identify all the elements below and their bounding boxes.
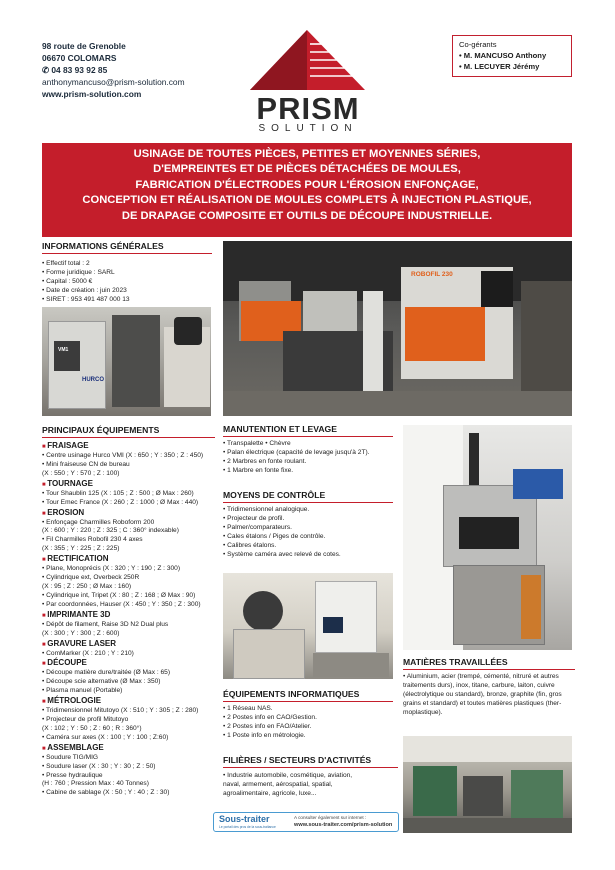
divider <box>223 701 393 702</box>
it-item: • 2 Postes info en FAO/Atelier. <box>223 722 312 730</box>
equipment-item: (X : 95 ; Z : 250 ; Ø Max : 160) <box>42 582 132 590</box>
equipment-item: (X : 355 ; Y : 225 ; Z : 225) <box>42 545 120 553</box>
handling-title: MANUTENTION ET LEVAGE <box>223 424 337 434</box>
equipment-item: • Dépôt de filament, Raise 3D N2 Dual plus <box>42 620 169 628</box>
materials-item: • Aluminium, acier (trempé, cémenté, nitruré et autres <box>403 673 559 680</box>
equipment-item: • Enfonçage Charmilles Roboform 200 <box>42 518 155 526</box>
workshop-photo <box>403 736 572 833</box>
equipment-item: (H : 760 ; Pression Max : 40 Tonnes) <box>42 780 149 788</box>
equipment-group-laser: ■ GRAVURE LASER <box>42 639 215 650</box>
cogerant-1: • M. MANCUSO Anthony <box>459 51 547 60</box>
it-item: • 1 Poste info en métrologie. <box>223 731 306 739</box>
robofil-label: ROBOFIL 230 <box>411 271 453 278</box>
it-item: • 1 Réseau NAS. <box>223 705 273 712</box>
cogerant-2: • M. LECUYER Jérémy <box>459 62 540 71</box>
divider <box>223 436 393 437</box>
website-link[interactable]: www.prism-solution.com <box>42 89 142 99</box>
handling-item: • Palan électrique (capacité de levage jusqu'à 2T). <box>223 448 370 456</box>
sector-item: • Industrie automobile, cosmétique, aviation, <box>223 772 353 779</box>
sous-traiter-logo-text: Sous-traiter <box>219 814 270 824</box>
divider <box>42 437 215 438</box>
info-item: • SIRET : 953 491 487 000 13 <box>42 295 130 303</box>
banner-line-5: DE DRAPAGE COMPOSITE ET OUTILS DE DÉCOUPE INDUSTRIELLE. <box>121 209 493 222</box>
banner-line-2: D'EMPREINTES ET DE PIÈCES DÉTACHÉES DE MOULES, <box>153 163 461 176</box>
banner-line-1: USINAGE DE TOUTES PIÈCES, PETITES ET MOYENNES SÉRIES, <box>133 148 481 160</box>
equipment-group-fraisage: ■ FRAISAGE <box>42 441 215 452</box>
equipment-item: • Plane, Monoprécis (X : 320 ; Y : 190 ; Z : 300) <box>42 565 181 573</box>
info-item: • Effectif total : 2 <box>42 260 90 267</box>
info-item: • Date de création : juin 2023 <box>42 286 127 294</box>
equipment-group-tournage: ■ TOURNAGE <box>42 479 215 490</box>
hurco-brand-label: HURCO <box>82 377 104 383</box>
equipment-item: • Presse hydraulique <box>42 771 103 779</box>
phone-icon: ✆ <box>42 65 52 75</box>
equipment-item: • Découpe matière dure/traitée (Ø Max : 65) <box>42 669 171 677</box>
sector-item: naval, armement, aérospatial, spatial, <box>223 780 333 788</box>
equipment-item: • Découpe scie alternative (Ø Max : 350) <box>42 678 161 686</box>
equipment-item: (X : 102 ; Y : 50 ; Z : 60 ; R : 360°) <box>42 724 142 732</box>
contact-block <box>42 40 185 100</box>
equipment-section <box>42 425 215 798</box>
materials-title: MATIÈRES TRAVAILLÉES <box>403 657 508 667</box>
equipment-item: • Soudure TIG/MIG <box>42 753 99 761</box>
it-title: ÉQUIPEMENTS INFORMATIQUES <box>223 689 360 699</box>
handling-item: • Transpalette • Chèvre <box>223 440 291 447</box>
info-item: • Forme juridique : SARL <box>42 268 115 276</box>
equipment-group-assemblage: ■ ASSEMBLAGE <box>42 743 215 754</box>
phone: ✆ 04 83 93 92 85 <box>42 65 108 75</box>
email-link[interactable]: anthonymancuso@prism-solution.com <box>42 77 185 87</box>
divider <box>223 502 393 503</box>
materials-section <box>403 657 575 718</box>
sectors-section <box>223 755 398 799</box>
cogerants-title: Co-gérants <box>459 40 497 49</box>
footer-url[interactable]: www.sous-traiter.com/prism-solution <box>294 822 393 828</box>
materials-item: moplastique). <box>403 708 443 716</box>
equipment-item: • Par coordonnées, Hauser (X : 450 ; Y : 350 ; Z : 300) <box>42 600 201 608</box>
equipment-item: • Cylindrique int, Tripet (X : 80 ; Z : 168 ; Ø Max : 90) <box>42 591 196 599</box>
control-item: • Palmer/comparateurs. <box>223 523 293 531</box>
brand-name: PRISM <box>256 91 360 126</box>
services-banner <box>42 143 572 237</box>
equipment-item: (X : 550 ; Y : 570 ; Z : 100) <box>42 469 120 477</box>
info-section <box>42 241 212 305</box>
handling-item: • 2 Marbres en fonte roulant. <box>223 457 307 465</box>
hurco-machine-photo <box>42 307 211 416</box>
sous-traiter-logo[interactable] <box>213 812 399 832</box>
equipment-item: • Tour Emec France (X : 260 ; Z : 1000 ; Ø Max : 440) <box>42 498 199 506</box>
equipment-group-erosion: ■ EROSION <box>42 508 215 519</box>
equipment-group-3d-printer: ■ IMPRIMANTE 3D <box>42 610 215 621</box>
camera-system-photo <box>403 425 572 650</box>
divider <box>42 253 212 254</box>
banner-line-3: FABRICATION D'ÉLECTRODES POUR L'ÉROSION ENFONÇAGE, <box>135 178 479 191</box>
cogerants-box <box>452 35 572 77</box>
equipment-item: (X : 300 ; Y : 300 ; Z : 600) <box>42 629 120 637</box>
equipment-item: • ComMarker (X : 210 ; Y : 210) <box>42 649 134 657</box>
divider <box>403 669 575 670</box>
materials-item: traitements durs), inox, titane, carbure, laiton, cuivre <box>403 681 555 689</box>
control-item: • Calibres étalons. <box>223 541 277 549</box>
equipment-item: • Tour Shaublin 125 (X : 105 ; Z : 500 ; Ø Max : 260) <box>42 489 194 497</box>
it-item: • 2 Postes info en CAO/Gestion. <box>223 713 317 721</box>
metrology-photo <box>223 573 393 679</box>
prism-logo-icon <box>250 30 365 92</box>
info-item: • Capital : 5000 € <box>42 277 93 285</box>
equipment-group-decoupe: ■ DÉCOUPE <box>42 658 215 669</box>
control-item: • Projecteur de profil. <box>223 514 285 522</box>
sous-traiter-logo-sub: Le portail des pros de la sous-traitance <box>219 825 276 829</box>
control-title: MOYENS DE CONTRÔLE <box>223 490 326 500</box>
equipment-item: • Centre usinage Hurco VMI (X : 650 ; Y : 350 ; Z : 450) <box>42 452 204 459</box>
handling-section <box>223 424 393 476</box>
street: 98 route de Grenoble <box>42 41 126 51</box>
materials-item: grains et standard) et toutes matières plastiques (ther- <box>403 699 562 707</box>
handling-item: • 1 Marbre en fonte fixe. <box>223 466 294 474</box>
equipment-item: • Mini fraiseuse CN de bureau <box>42 460 130 468</box>
hurco-label: VM1 <box>58 347 69 353</box>
materials-item: (électrolytique ou standard), bronze, graphite (fin, gros <box>403 690 562 698</box>
it-section <box>223 689 393 741</box>
brand-tagline: SOLUTION <box>258 123 358 134</box>
equipment-group-metrologie: ■ MÉTROLOGIE <box>42 696 215 707</box>
control-item: • Tridimensionnel analogique. <box>223 506 310 513</box>
edm-machines-photo <box>223 241 572 416</box>
control-item: • Système caméra avec relevé de cotes. <box>223 550 341 558</box>
banner-line-4: CONCEPTION ET RÉALISATION DE MOULES COMPLETS À INJECTION PLASTIQUE, <box>82 194 532 207</box>
control-item: • Cales étalons / Piges de contrôle. <box>223 532 326 540</box>
equipment-title: PRINCIPAUX ÉQUIPEMENTS <box>42 425 160 435</box>
equipment-item: • Plasma manuel (Portable) <box>42 687 123 695</box>
info-title: INFORMATIONS GÉNÉRALES <box>42 241 164 251</box>
sectors-title: FILIÈRES / SECTEURS D'ACTIVITÉS <box>223 755 372 765</box>
equipment-item: • Tridimensionnel Mitutoyo (X : 510 ; Y : 305 ; Z : 280) <box>42 707 199 715</box>
equipment-item: • Cylindrique ext, Overbeck 250R <box>42 574 140 582</box>
equipment-item: • Fil Charmilles Robofil 230 4 axes <box>42 536 143 544</box>
equipment-item: • Projecteur de profil Mitutoyo <box>42 716 129 724</box>
equipment-item: (X : 600 ; Y : 220 ; Z : 325 ; C : 360° indexable) <box>42 527 179 535</box>
footer-note: A consulter également sur internet : <box>294 815 367 820</box>
divider <box>223 767 398 768</box>
equipment-item: • Soudure laser (X : 30 ; Y : 30 ; Z : 50) <box>42 762 156 770</box>
equipment-group-rectification: ■ RECTIFICATION <box>42 554 215 565</box>
equipment-item: • Caméra sur axes (X : 100 ; Y : 100 ; Z:60) <box>42 733 169 741</box>
city: 06670 COLOMARS <box>42 53 117 63</box>
sector-item: agroalimentaire, agricole, luxe... <box>223 789 317 797</box>
control-section <box>223 490 393 559</box>
equipment-item: • Cabine de sablage (X : 50 ; Y : 40 ; Z : 30) <box>42 789 170 797</box>
